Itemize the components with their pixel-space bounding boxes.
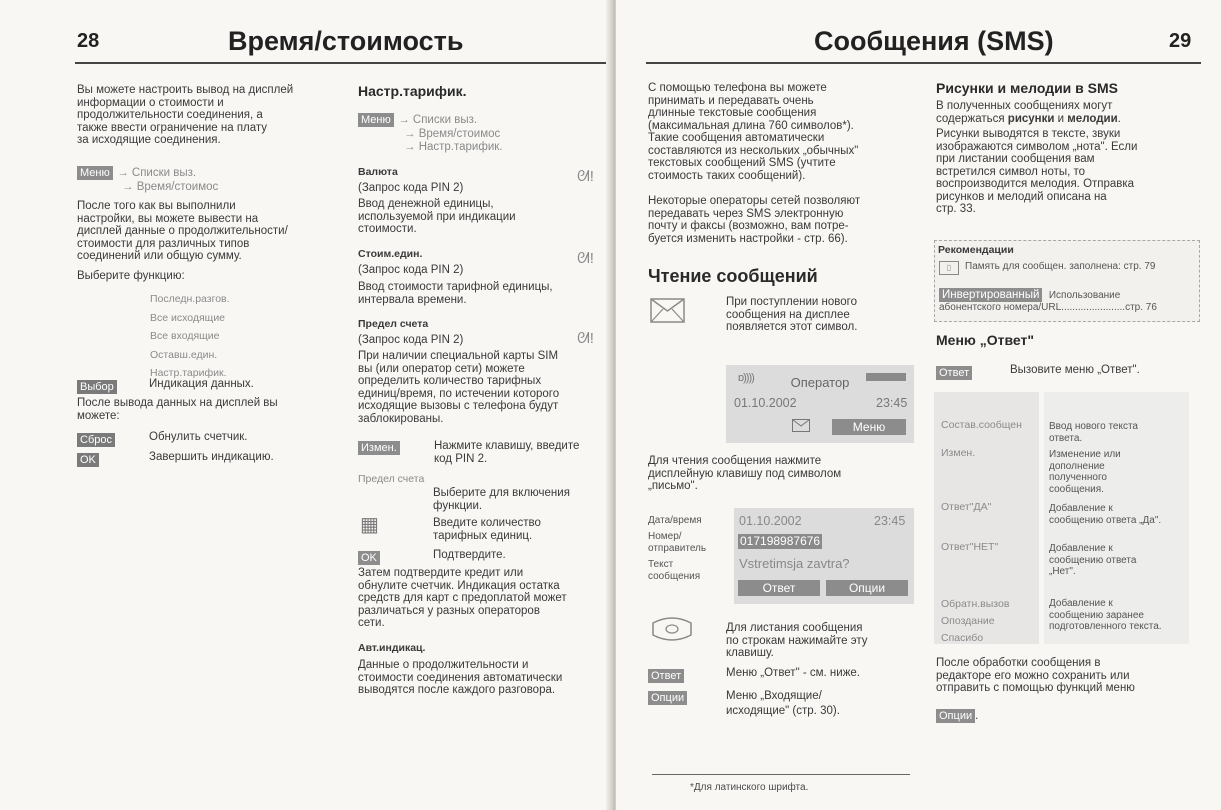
select-key: Выбор <box>77 380 117 394</box>
ok-key: OK <box>77 453 99 467</box>
page-title: Время/стоимость <box>228 26 464 56</box>
limit-label: Предел счета <box>358 473 425 485</box>
options-key: Опции <box>936 709 975 723</box>
rec-inverted: Инвертированный Использование <box>939 285 1120 303</box>
phone-screen-message <box>734 508 914 604</box>
function-item: Оставш.един. <box>150 348 218 361</box>
signal-icon: ɒ)))) <box>738 372 754 384</box>
table-row: Обратн.вызов Опоздание Спасибо <box>941 598 1010 644</box>
msg-date: 01.10.2002 <box>739 514 802 528</box>
envelope-text: При поступлении нового сообщения на дисплее появляется этот символ. <box>726 296 858 333</box>
table-row-desc: Изменение или дополнение полученного сообщения. <box>1049 449 1121 495</box>
reset-key: Сброс <box>77 433 115 447</box>
unit-title: Стоим.един. <box>358 248 423 260</box>
options-inline: Опции . <box>936 706 978 724</box>
title-rule <box>75 62 612 64</box>
menu-key: Меню <box>77 166 113 180</box>
pin-request: (Запрос кода PIN 2) <box>358 264 464 276</box>
choose-function: Выберите функцию: <box>77 270 185 282</box>
ok-key: OK <box>358 551 380 565</box>
then-confirm-text: Затем подтвердите кредит или обнулите счетчик. Индикация остатка средств для карт с предоплатой может различаться у разных операторов сети. <box>358 567 567 629</box>
function-list <box>150 290 230 383</box>
confirm-row: OK Подтвердите. <box>358 548 380 566</box>
reset-row: Сброс Обнулить счетчик. <box>77 430 115 448</box>
menu-path: Меню → Списки выз. → Время/стоимос <box>77 163 218 194</box>
reply-softkey[interactable]: Ответ <box>738 580 820 596</box>
limit-choose: Выберите для включения функции. <box>433 487 570 512</box>
change-key: Измен. <box>358 441 400 455</box>
footnote: *Для латинского шрифта. <box>690 782 809 793</box>
options-key: Опции <box>648 691 687 705</box>
msg-number: 017198987676 <box>740 534 821 548</box>
intro-paragraph: Вы можете настроить вывод на дисплей информации о стоимости и продолжительности соединения, а также ввести ограничение на плату за исходящие соединения. <box>77 84 294 146</box>
footnote-rule <box>652 774 910 775</box>
ok-row: OK Завершить индикацию. <box>77 450 99 468</box>
pin-lock-icon: ᘛ! <box>577 168 594 185</box>
intro-paragraph: С помощью телефона вы можете принимать и передавать очень длинные текстовые сообщения (максимальная длина 760 символов*). Такие сообщения автоматически составляются из нескольких „обычных" текстовых сообщений SMS (учтите стоимость таких сообщений). <box>648 82 859 182</box>
scroll-text: Для листания сообщения по строкам нажимайте эту клавишу. <box>726 622 868 659</box>
reply-menu-row: Ответ Вызовите меню „Ответ". <box>936 363 972 381</box>
reply-heading: Меню „Ответ" <box>936 332 1035 348</box>
reply-row: Ответ Меню „Ответ" - см. ниже. <box>648 666 684 684</box>
reply-key: Ответ <box>648 669 684 683</box>
pics-heading: Рисунки и мелодии в SMS <box>936 80 1119 96</box>
recommendations-box <box>934 240 1200 322</box>
pin-lock-icon: ᘛ! <box>577 250 594 267</box>
phone-screen-idle <box>726 365 914 443</box>
page-title: Сообщения (SMS) <box>814 26 1054 56</box>
memory-icon: ▯ <box>939 261 959 275</box>
after-edit-paragraph: После обработки сообщения в редакторе его можно сохранить или отправить с помощью функций меню <box>936 657 1135 694</box>
table-row: Ответ"НЕТ" <box>941 541 999 553</box>
reply-key: Ответ <box>936 366 972 380</box>
options-softkey[interactable]: Опции <box>826 580 908 596</box>
table-row-desc: Ввод нового текста ответа. <box>1049 421 1138 444</box>
table-row-desc: Добавление к сообщению ответа „Да". <box>1049 503 1162 526</box>
envelope-icon <box>792 419 810 432</box>
after-menu-paragraph: После того как вы выполнили настройки, вы можете вывести на дисплей данные о продолжительности/ стоимости для различных типов соединений или общую сумму. <box>77 200 288 262</box>
pics-text: В полученных сообщениях могут содержаться рисунки и мелодии. Рисунки выводятся в тексте, звуки изображаются символом „нота". Если при листании сообщения вам встретился символ ноты, то воспроизводится мелодия. Отправка рисунков и мелодий описана на стр. 33. <box>936 100 1138 215</box>
rec-memory: Память для сообщен. заполнена: стр. 79 <box>965 261 1156 272</box>
table-row: Измен. <box>941 447 976 459</box>
menu-key: Меню <box>358 113 394 127</box>
read-instructions: Для чтения сообщения нажмите дисплейную клавишу под символом „письмо". <box>648 455 842 492</box>
msg-text: Vstretimsja zavtra? <box>739 556 850 571</box>
currency-text: Ввод денежной единицы, используемой при индикации стоимости. <box>358 198 516 235</box>
after-display-paragraph: После вывода данных на дисплей вы можете: <box>77 397 278 422</box>
enter-units: Введите количество тарифных единиц. <box>433 517 541 542</box>
section-heading-tariff: Настр.тарифик. <box>358 83 467 99</box>
operator-name: Оператор <box>790 375 850 390</box>
right-page <box>616 0 1221 810</box>
function-item: Все исходящие <box>150 311 226 324</box>
menu-softkey[interactable]: Меню <box>832 419 906 435</box>
envelope-icon <box>650 298 686 324</box>
function-item: Последн.разгов. <box>150 293 230 305</box>
change-row: Измен. Нажмите клавишу, введите код PIN 2. <box>358 438 400 456</box>
limit-text: При наличии специальной карты SIM вы (или оператор сети) можете определить количество тарифных единиц/время, по истечении которого исходящие вызовы с телефона будут заблокированы. <box>358 350 560 425</box>
msg-time: 23:45 <box>874 514 906 528</box>
operators-paragraph: Некоторые операторы сетей позволяют передавать через SMS электронную почту и факсы (возможно, вам потре- буется изменить настройки - стр. 66). <box>648 195 861 245</box>
auto-title: Авт.индикац. <box>358 642 426 654</box>
page-number: 29 <box>1169 30 1192 52</box>
rec-url: абонентского номера/URL.......................стр. 76 <box>939 302 1157 313</box>
pin-request: (Запрос кода PIN 2) <box>358 334 464 346</box>
unit-text: Ввод стоимости тарифной единицы, интервала времени. <box>358 281 553 306</box>
pin-lock-icon: ᘛ! <box>577 330 594 347</box>
pin-request: (Запрос кода PIN 2) <box>358 182 464 194</box>
options-row: Опции Меню „Входящие/ исходящие" (стр. 30). <box>648 688 687 706</box>
page-number: 28 <box>77 30 100 52</box>
limit-title: Предел счета <box>358 318 429 330</box>
title-rule <box>646 62 1201 64</box>
table-row: Ответ"ДА" <box>941 501 992 513</box>
inverted-badge: Инвертированный <box>939 288 1042 302</box>
table-row-desc: Добавление к сообщению заранее подготовленного текста. <box>1049 598 1162 632</box>
date: 01.10.2002 <box>734 396 797 410</box>
table-row-desc: Добавление к сообщению ответа „Нет". <box>1049 543 1137 577</box>
select-row: Выбор Индикация данных. <box>77 377 117 395</box>
keypad-icon: ▦ <box>360 514 379 536</box>
auto-text: Данные о продолжительности и стоимости соединения автоматически выводятся после каждого разговора. <box>358 659 563 696</box>
function-item: Настр.тарифик. <box>150 367 227 379</box>
rec-title: Рекомендации <box>938 244 1014 256</box>
function-item: Все входящие <box>150 330 220 342</box>
screen-labels: Дата/время Номер/ отправитель Текст сообщения <box>648 515 707 582</box>
nav-key-icon <box>650 617 694 643</box>
table-row: Состав.сообщен <box>941 419 1022 431</box>
tariff-menu-path: Меню → Списки выз. → Время/стоимос → Настр.тарифик. <box>358 110 502 154</box>
reading-heading: Чтение сообщений <box>648 266 818 286</box>
currency-title: Валюта <box>358 166 398 178</box>
time: 23:45 <box>876 396 908 410</box>
